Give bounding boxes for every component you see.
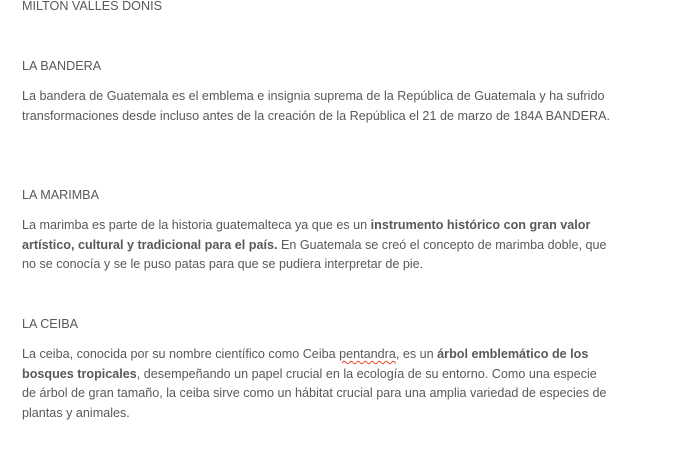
author-name: MILTON VALLES DONIS: [22, 0, 162, 13]
spellcheck-flagged-word[interactable]: pentandra: [339, 347, 396, 361]
paragraph-bold-text: instrumento histórico con gran valor artístico, cultural y tradicional para el país.: [22, 218, 591, 252]
paragraph-text: La bandera de Guatemala es el emblema e insignia suprema de la República de Guatemala y ha sufrido transformaciones desde incluso antes de la creación de la República el 21 de marzo de 184A BANDERA.: [22, 89, 611, 123]
paragraph-text: , es un: [395, 347, 438, 361]
section-paragraph-marimba: [22, 216, 612, 275]
section-heading-ceiba: LA CEIBA: [22, 317, 79, 331]
paragraph-bold-text: árbol emblemático de los bosques tropicales: [22, 347, 589, 381]
section-paragraph-ceiba: [22, 345, 612, 423]
section-heading-bandera: LA BANDERA: [22, 59, 102, 73]
section-paragraph-bandera: [22, 87, 612, 126]
paragraph-text: La marimba es parte de la historia guatemalteca ya que es un: [22, 218, 371, 232]
paragraph-text: , desempeñando un papel crucial en la ecología de su entorno. Como una especie de árbol de gran tamaño, la ceiba sirve como un hábitat crucial para una amplia variedad de especies de plantas y animales.: [22, 366, 607, 420]
paragraph-text: En Guatemala se creó el concepto de marimba doble, que no se conocía y se le puso patas para que se pudiera interpretar de pie.: [22, 237, 607, 271]
section-heading-marimba: LA MARIMBA: [22, 188, 99, 202]
paragraph-text: La ceiba, conocida por su nombre científico como Ceiba: [22, 347, 340, 361]
